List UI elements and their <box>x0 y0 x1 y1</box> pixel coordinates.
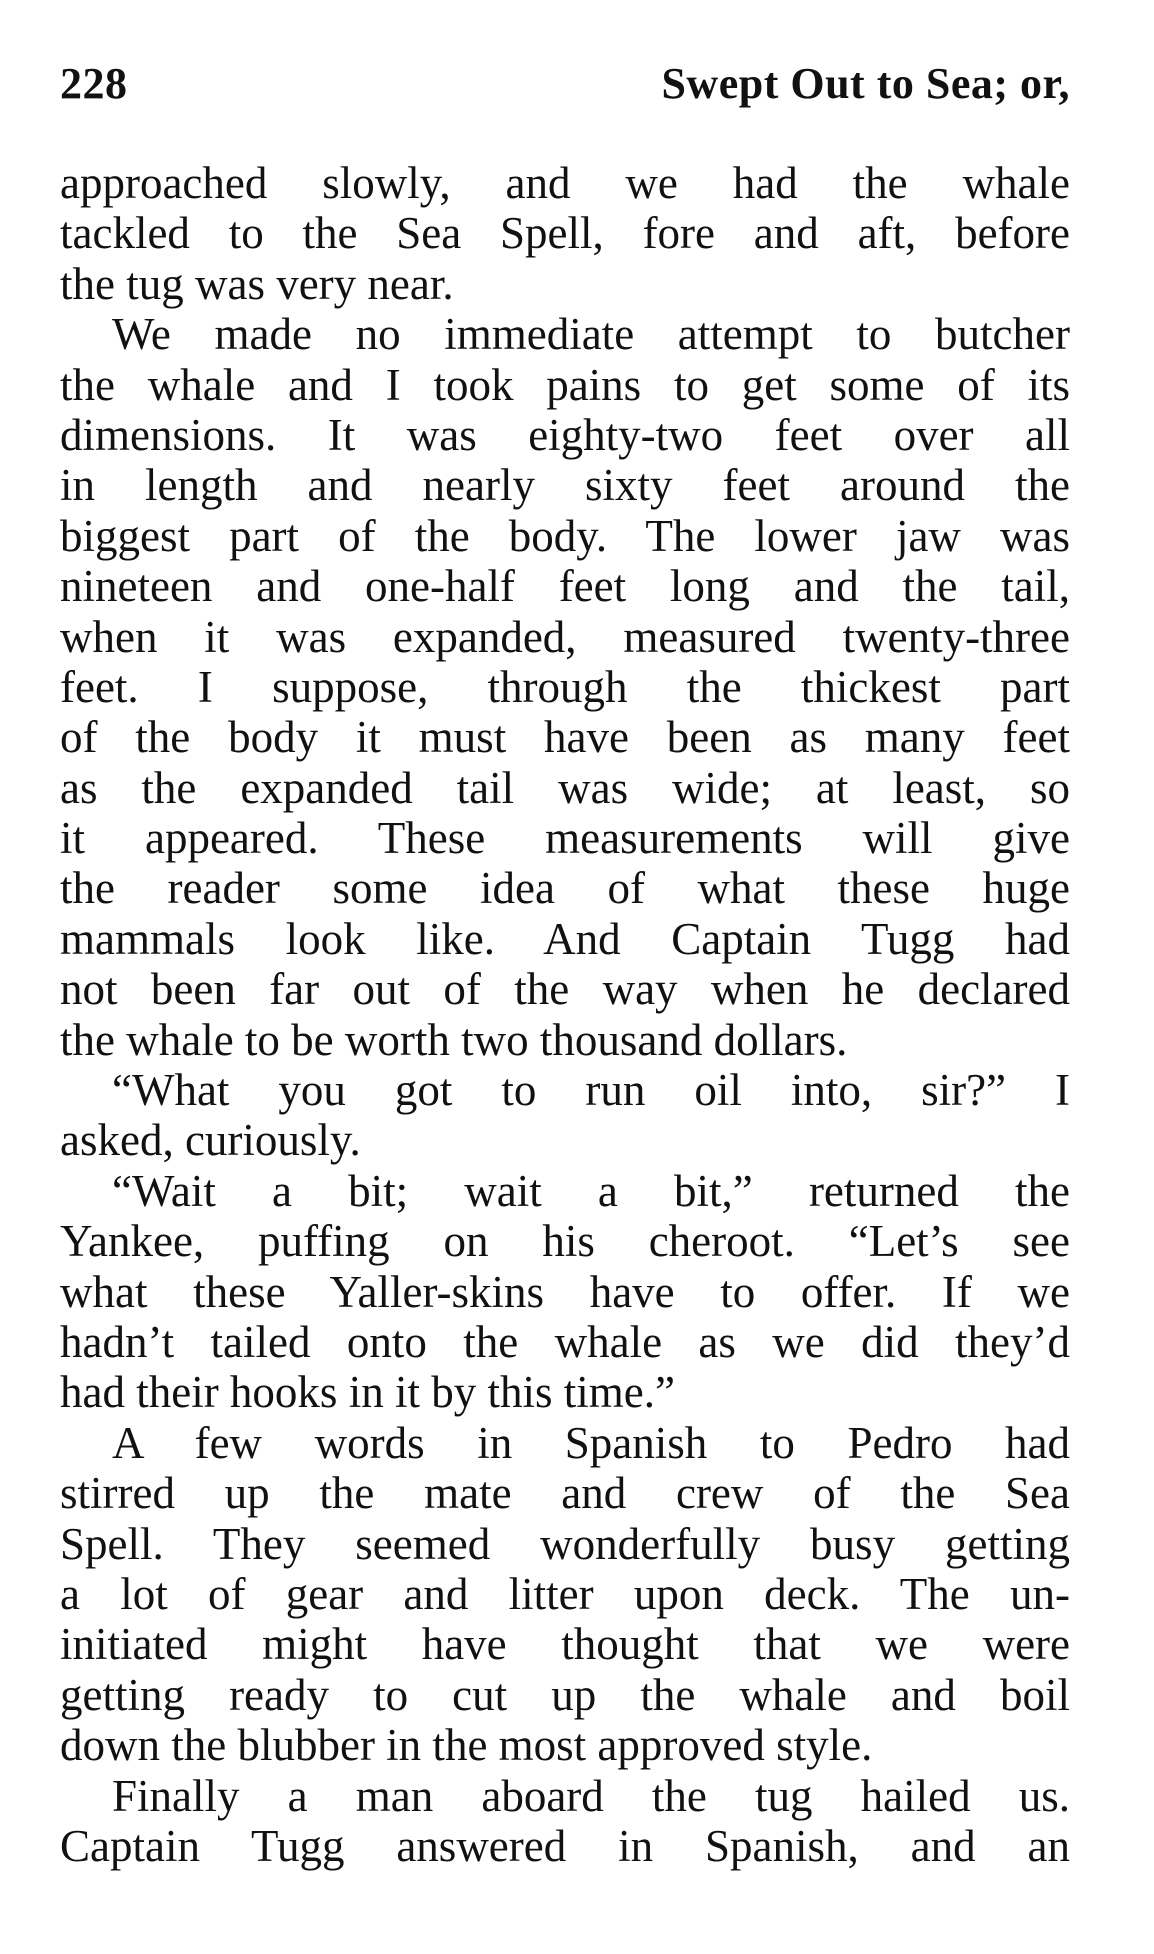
text-line: down the blubber in the most approved style. <box>60 1720 873 1771</box>
text-line: dimensions. It was eighty-two feet over all <box>60 409 1070 460</box>
text-line: “Wait a bit; wait a bit,” returned the <box>112 1165 1070 1216</box>
text-line: of the body it must have been as many feet <box>60 712 1070 763</box>
text-line: getting ready to cut up the whale and boil <box>60 1669 1070 1720</box>
text-line: Yankee, puffing on his cheroot. “Let’s see <box>60 1216 1070 1267</box>
text-line: Captain Tugg answered in Spanish, and an <box>60 1820 1070 1871</box>
text-line: nineteen and one-half feet long and the tail, <box>60 561 1070 612</box>
text-line: when it was expanded, measured twenty-three <box>60 611 1070 662</box>
text-line: feet. I suppose, through the thickest part <box>60 661 1070 712</box>
text-line: A few words in Spanish to Pedro had <box>112 1417 1070 1468</box>
text-line: had their hooks in it by this time.” <box>60 1367 675 1418</box>
running-head <box>60 58 1070 118</box>
text-line: as the expanded tail was wide; at least, so <box>60 762 1070 813</box>
running-title: Swept Out to Sea; or, <box>661 59 1070 108</box>
text-line: it appeared. These measurements will give <box>60 813 1070 864</box>
text-line: Finally a man aboard the tug hailed us. <box>112 1770 1070 1821</box>
text-line: approached slowly, and we had the whale <box>60 158 1070 208</box>
text-line: Spell. They seemed wonderfully busy getting <box>60 1518 1070 1569</box>
text-line: the whale to be worth two thousand dollars. <box>60 1014 848 1065</box>
text-line: biggest part of the body. The lower jaw was <box>60 510 1070 561</box>
text-line: the reader some idea of what these huge <box>60 863 1070 914</box>
text-line: in length and nearly sixty feet around the <box>60 460 1070 511</box>
text-line: the whale and I took pains to get some of its <box>60 359 1070 410</box>
text-line: not been far out of the way when he declared <box>60 964 1070 1015</box>
text-line: hadn’t tailed onto the whale as we did they’d <box>60 1316 1070 1367</box>
text-line: a lot of gear and litter upon deck. The un- <box>60 1568 1070 1619</box>
text-line: what these Yaller-skins have to offer. If we <box>60 1266 1070 1317</box>
text-line: asked, curiously. <box>60 1115 361 1166</box>
text-line: the tug was very near. <box>60 258 454 309</box>
text-line: mammals look like. And Captain Tugg had <box>60 913 1070 964</box>
text-line: We made no immediate attempt to butcher <box>112 309 1070 360</box>
page-number: 228 <box>60 59 128 108</box>
text-line: initiated might have thought that we were <box>60 1619 1070 1670</box>
text-line: “What you got to run oil into, sir?” I <box>112 1065 1070 1116</box>
text-line: stirred up the mate and crew of the Sea <box>60 1468 1070 1519</box>
body-text <box>60 158 1070 1871</box>
text-line: tackled to the Sea Spell, fore and aft, before <box>60 208 1070 259</box>
